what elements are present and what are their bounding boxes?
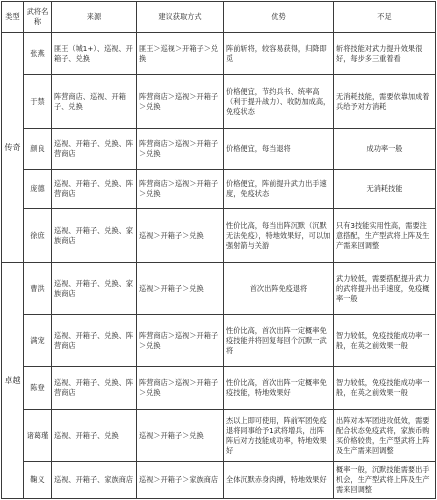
- header-general-name: 武将名称: [24, 2, 52, 33]
- general-comparison-table: [1, 1, 436, 499]
- table-row: [2, 170, 436, 209]
- general-name: 徐庶: [24, 209, 52, 263]
- general-name: 陈登: [24, 367, 52, 410]
- table-row: [2, 75, 436, 129]
- source-cell: 巡视、开箱子、兑换: [52, 410, 137, 462]
- cons-cell: 只有3技能实用性高，需要注意搭配，生产型武将上阵及生产需来回调整: [334, 209, 436, 263]
- pros-cell: 性价比高，首次出阵一定概率免疫技能，特地效果好: [224, 367, 334, 410]
- source-cell: 巡视、开箱子、兑换、家族商店: [52, 263, 137, 315]
- table-row: [2, 33, 436, 75]
- cons-cell: 智力较低，免疫技能成功率一般，在英之前效果一般: [334, 367, 436, 410]
- general-name: 颜良: [24, 129, 52, 170]
- table-row: [2, 315, 436, 367]
- pros-cell: 性价比高，首次出阵一定概率免疫技能并将回复每回个沉默一武将: [224, 315, 334, 367]
- pros-cell: 性价比高，每当出阵沉默（沉默无法免疫），特地效果好，可以加强射箭与关游: [224, 209, 334, 263]
- source-cell: 匪王（城1+）、巡视、开箱子、兑换: [52, 33, 137, 75]
- source-cell: 巡视、开箱子、家族商店: [52, 462, 137, 499]
- pros-cell: 全体沉默赤身肉搏，特地效果好: [224, 462, 334, 499]
- pros-cell: 杰以上即可使用，阵前军团免疫退将同事给予1武将增兵，出阵阵后对方技能成功率，特地效果好: [224, 410, 334, 462]
- general-name: 鞠义: [24, 462, 52, 499]
- source-cell: 巡视、开箱子、兑换、阵营商店: [52, 315, 137, 367]
- cons-cell: 出阵对本军团进攻低效，需要配合状态免疫武将，家族币购买价格较贵，生产型武将上阵及生产需来回调整: [334, 410, 436, 462]
- header-disadvantages: 不足: [334, 2, 436, 33]
- table-row: [2, 263, 436, 315]
- method-cell: 巡视＞开箱子＞家族商店: [137, 462, 224, 499]
- table-row: [2, 367, 436, 410]
- header-row: [2, 2, 436, 33]
- method-cell: 阵营商店＞巡视＞开箱子＞兑换: [137, 170, 224, 209]
- table-row: [2, 129, 436, 170]
- cons-cell: 武力较低，需要搭配提升武力的武将提升出手速度，免疫概率一般: [334, 263, 436, 315]
- general-name: 满宠: [24, 315, 52, 367]
- cons-cell: 成功率一般: [334, 129, 436, 170]
- method-cell: 阵营商店＞巡视＞开箱子＞兑换: [137, 129, 224, 170]
- source-cell: 阵营商店、巡视、开箱子、兑换: [52, 75, 137, 129]
- source-cell: 巡视、开箱子、兑换、家族商店: [52, 209, 137, 263]
- method-cell: 巡视＞开箱子＞兑换: [137, 410, 224, 462]
- table-row: [2, 209, 436, 263]
- pros-cell: 价格便宜，节约兵书、统率高（利于提升战力）、收防加成高，免疫状态: [224, 75, 334, 129]
- header-type: 类型: [2, 2, 24, 33]
- type-cell: 传奇: [2, 33, 24, 263]
- header-source: 来源: [52, 2, 137, 33]
- pros-cell: 价格便宜，阵前提升武力出手速度，免疫状态: [224, 170, 334, 209]
- general-name: 曹洪: [24, 263, 52, 315]
- cons-cell: 斩将技能对武力提升效果很好，每步多三重着看: [334, 33, 436, 75]
- method-cell: 巡视＞开箱子＞兑换: [137, 263, 224, 315]
- table-row: [2, 410, 436, 462]
- pros-cell: 首次出阵免疫退将: [224, 263, 334, 315]
- source-cell: 巡视、开箱子、兑换、阵营商店: [52, 170, 137, 209]
- source-cell: 巡视、开箱子、兑换、阵营商店: [52, 129, 137, 170]
- pros-cell: 价格便宜，每当退将: [224, 129, 334, 170]
- method-cell: 巡视＞开箱子＞兑换: [137, 209, 224, 263]
- general-name: 诸葛瑾: [24, 410, 52, 462]
- cons-cell: 智力较低，免疫技能成功率一般，在英之前效果一般: [334, 315, 436, 367]
- header-advantages: 优势: [224, 2, 334, 33]
- method-cell: 阵营商店＞巡视＞开箱子＞兑换: [137, 367, 224, 410]
- general-name: 张燕: [24, 33, 52, 75]
- cons-cell: 无消耗技能: [334, 170, 436, 209]
- general-name: 庞德: [24, 170, 52, 209]
- cons-cell: 概率一般，沉默技能需要出手机会，生产型武将上阵及生产需来回调整: [334, 462, 436, 499]
- table-row: [2, 462, 436, 499]
- source-cell: 巡视、开箱子、兑换、阵营商店: [52, 367, 137, 410]
- header-suggested-method: 建议获取方式: [137, 2, 224, 33]
- cons-cell: 无消耗技能，需要依靠加成着兵给予对方消耗: [334, 75, 436, 129]
- method-cell: 阵营商店＞巡视＞开箱子＞兑换: [137, 315, 224, 367]
- general-name: 于禁: [24, 75, 52, 129]
- method-cell: 阵营商店＞巡视＞开箱子＞兑换: [137, 75, 224, 129]
- type-cell: 卓越: [2, 263, 24, 499]
- pros-cell: 阵前斩将，较容易获得，归降即觅: [224, 33, 334, 75]
- method-cell: 匪王＞巡视＞开箱子＞兑换: [137, 33, 224, 75]
